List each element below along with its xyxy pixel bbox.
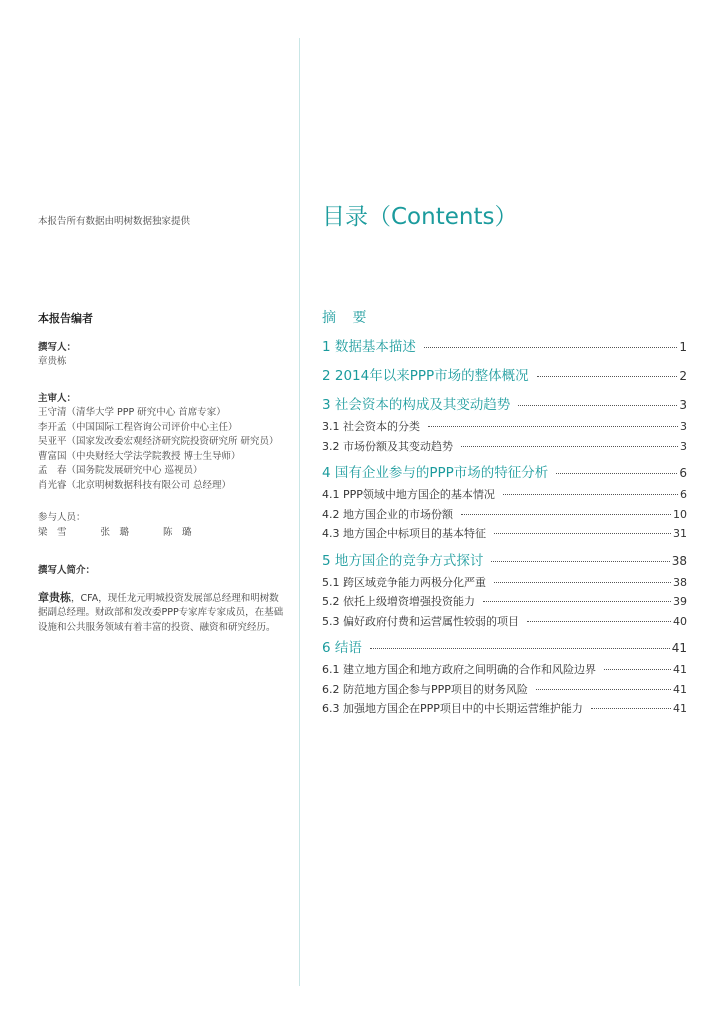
participants-label: 参与人员： — [38, 512, 86, 523]
toc-page-number: 2 — [679, 369, 687, 383]
toc-page-number: 10 — [673, 507, 687, 521]
reviewer-item: 王守清（清华大学 PPP 研究中心 首席专家） — [38, 407, 226, 418]
toc-leader-dots — [424, 347, 677, 348]
writer-label: 撰写人： — [38, 341, 77, 353]
toc-page-number: 3 — [680, 439, 687, 453]
reviewer-item: 肖光睿（北京明树数据科技有限公司 总经理） — [38, 479, 232, 491]
toc-leader-dots — [461, 446, 678, 447]
toc-entry-label: 5.1 跨区域竞争能力两极分化严重 — [322, 575, 486, 589]
reviewer-label: 主审人： — [38, 392, 77, 404]
column-divider — [299, 38, 300, 986]
editors-heading: 本报告编者 — [38, 312, 93, 325]
toc-page-number: 3 — [679, 398, 687, 412]
toc-page-number: 31 — [673, 527, 687, 540]
toc-section-entry[interactable] — [322, 505, 687, 525]
toc-entry-label: 5 地方国企的竞争方式探讨 — [322, 552, 484, 569]
editors-section — [38, 312, 288, 635]
data-source-note: 本报告所有数据由明树数据独家提供 — [38, 216, 191, 227]
toc-chapter-entry[interactable] — [322, 335, 687, 359]
table-of-contents — [322, 307, 687, 719]
toc-page-number: 1 — [679, 340, 687, 354]
writer-name: 章贵栋 — [38, 356, 67, 367]
writer-block — [38, 341, 288, 370]
toc-chapter-entry[interactable] — [322, 636, 687, 660]
toc-section-entry[interactable] — [322, 417, 687, 437]
toc-section-entry[interactable] — [322, 524, 687, 544]
toc-leader-dots — [370, 648, 670, 649]
bio-label: 撰写人简介： — [38, 565, 96, 576]
toc-entry-label: 4.3 地方国企中标项目的基本特征 — [322, 527, 486, 540]
toc-entry-label: 4 国有企业参与的PPP市场的特征分析 — [322, 465, 549, 481]
toc-entry-label: 6.1 建立地方国企和地方政府之间明确的合作和风险边界 — [322, 663, 596, 676]
toc-section-entry[interactable] — [322, 699, 687, 719]
bio-name: 章贵栋 — [38, 590, 71, 604]
toc-page-number: 38 — [671, 553, 687, 568]
reviewer-item: 孟 春（国务院发展研究中心 巡视员） — [38, 465, 203, 476]
toc-page-number: 6 — [679, 466, 687, 480]
toc-page-number: 39 — [673, 595, 687, 608]
toc-leader-dots — [494, 533, 671, 534]
bio-text: ，CFA，现任龙元明城投资发展部总经理和明树数据副总经理。财政部和发改委PPP专家库专家成员，在基础设施和公共服务领域有着丰富的投资、融资和研究经历。 — [38, 592, 284, 633]
reviewers-block — [38, 392, 288, 494]
toc-entry-label: 5.3 偏好政府付费和运营属性较弱的项目 — [322, 614, 519, 628]
toc-entries — [322, 335, 687, 719]
toc-entry-label: 2 2014年以来PPP市场的整体概况 — [322, 368, 529, 384]
toc-leader-dots — [483, 601, 671, 602]
toc-entry-label: 6 结语 — [322, 640, 362, 656]
toc-chapter-entry[interactable] — [322, 393, 687, 417]
toc-entry-label: 4.1 PPP领域中地方国企的基本情况 — [322, 488, 495, 501]
toc-entry-label: 3.1 社会资本的分类 — [322, 420, 420, 433]
toc-entry-label: 3 社会资本的构成及其变动趋势 — [322, 397, 511, 413]
bio-block — [38, 564, 288, 635]
toc-section-entry[interactable] — [322, 612, 687, 632]
toc-section-entry[interactable] — [322, 437, 687, 457]
toc-chapter-entry[interactable] — [322, 364, 687, 388]
toc-section-entry[interactable] — [322, 680, 687, 700]
toc-chapter-entry[interactable] — [322, 549, 687, 573]
toc-page-number: 3 — [680, 420, 687, 433]
toc-entry-label: 6.3 加强地方国企在PPP项目中的中长期运营维护能力 — [322, 702, 583, 715]
reviewer-item: 李开孟（中国国际工程咨询公司评价中心主任） — [38, 421, 238, 433]
toc-entry-label: 1 数据基本描述 — [322, 339, 416, 355]
toc-entry-label: 3.2 市场份额及其变动趋势 — [322, 439, 453, 453]
toc-page-number: 41 — [673, 663, 687, 676]
toc-section-entry[interactable] — [322, 592, 687, 612]
toc-page-number: 38 — [673, 575, 687, 589]
toc-leader-dots — [494, 582, 671, 583]
toc-entry-label: 4.2 地方国企业的市场份额 — [322, 507, 453, 521]
bio-paragraph — [38, 591, 288, 636]
reviewer-item: 吴亚平（国家发改委宏观经济研究院投资研究所 研究员） — [38, 436, 279, 447]
toc-leader-dots — [591, 708, 671, 709]
toc-leader-dots — [604, 669, 671, 670]
toc-chapter-entry[interactable] — [322, 461, 687, 485]
toc-page-number: 41 — [673, 682, 687, 696]
toc-section-entry[interactable] — [322, 485, 687, 505]
toc-entry-label: 6.2 防范地方国企参与PPP项目的财务风险 — [322, 682, 528, 696]
toc-leader-dots — [536, 689, 671, 690]
participant-name: 张 璐 — [100, 526, 130, 538]
toc-section-entry[interactable] — [322, 660, 687, 680]
toc-title: 目录（Contents） — [322, 204, 518, 230]
toc-leader-dots — [518, 405, 677, 406]
toc-page-number: 40 — [673, 614, 687, 628]
participant-name: 梁 雪 — [38, 526, 67, 538]
toc-leader-dots — [537, 376, 678, 377]
toc-section-entry[interactable] — [322, 573, 687, 593]
toc-leader-dots — [428, 426, 678, 427]
toc-entry-label: 5.2 依托上级增资增强投资能力 — [322, 595, 475, 608]
participant-name: 陈 璐 — [163, 526, 192, 538]
toc-page-number: 41 — [671, 641, 687, 655]
toc-leader-dots — [556, 473, 677, 474]
toc-leader-dots — [503, 494, 678, 495]
participants-block — [38, 511, 288, 540]
participants-list — [38, 526, 288, 541]
toc-leader-dots — [527, 621, 671, 622]
reviewer-item: 曹富国（中央财经大学法学院教授 博士生导师） — [38, 450, 241, 462]
toc-page-number: 6 — [680, 488, 687, 501]
toc-abstract-heading[interactable]: 摘 要 — [322, 310, 373, 326]
toc-leader-dots — [491, 561, 669, 562]
toc-leader-dots — [461, 514, 671, 515]
toc-page-number: 41 — [673, 702, 687, 715]
